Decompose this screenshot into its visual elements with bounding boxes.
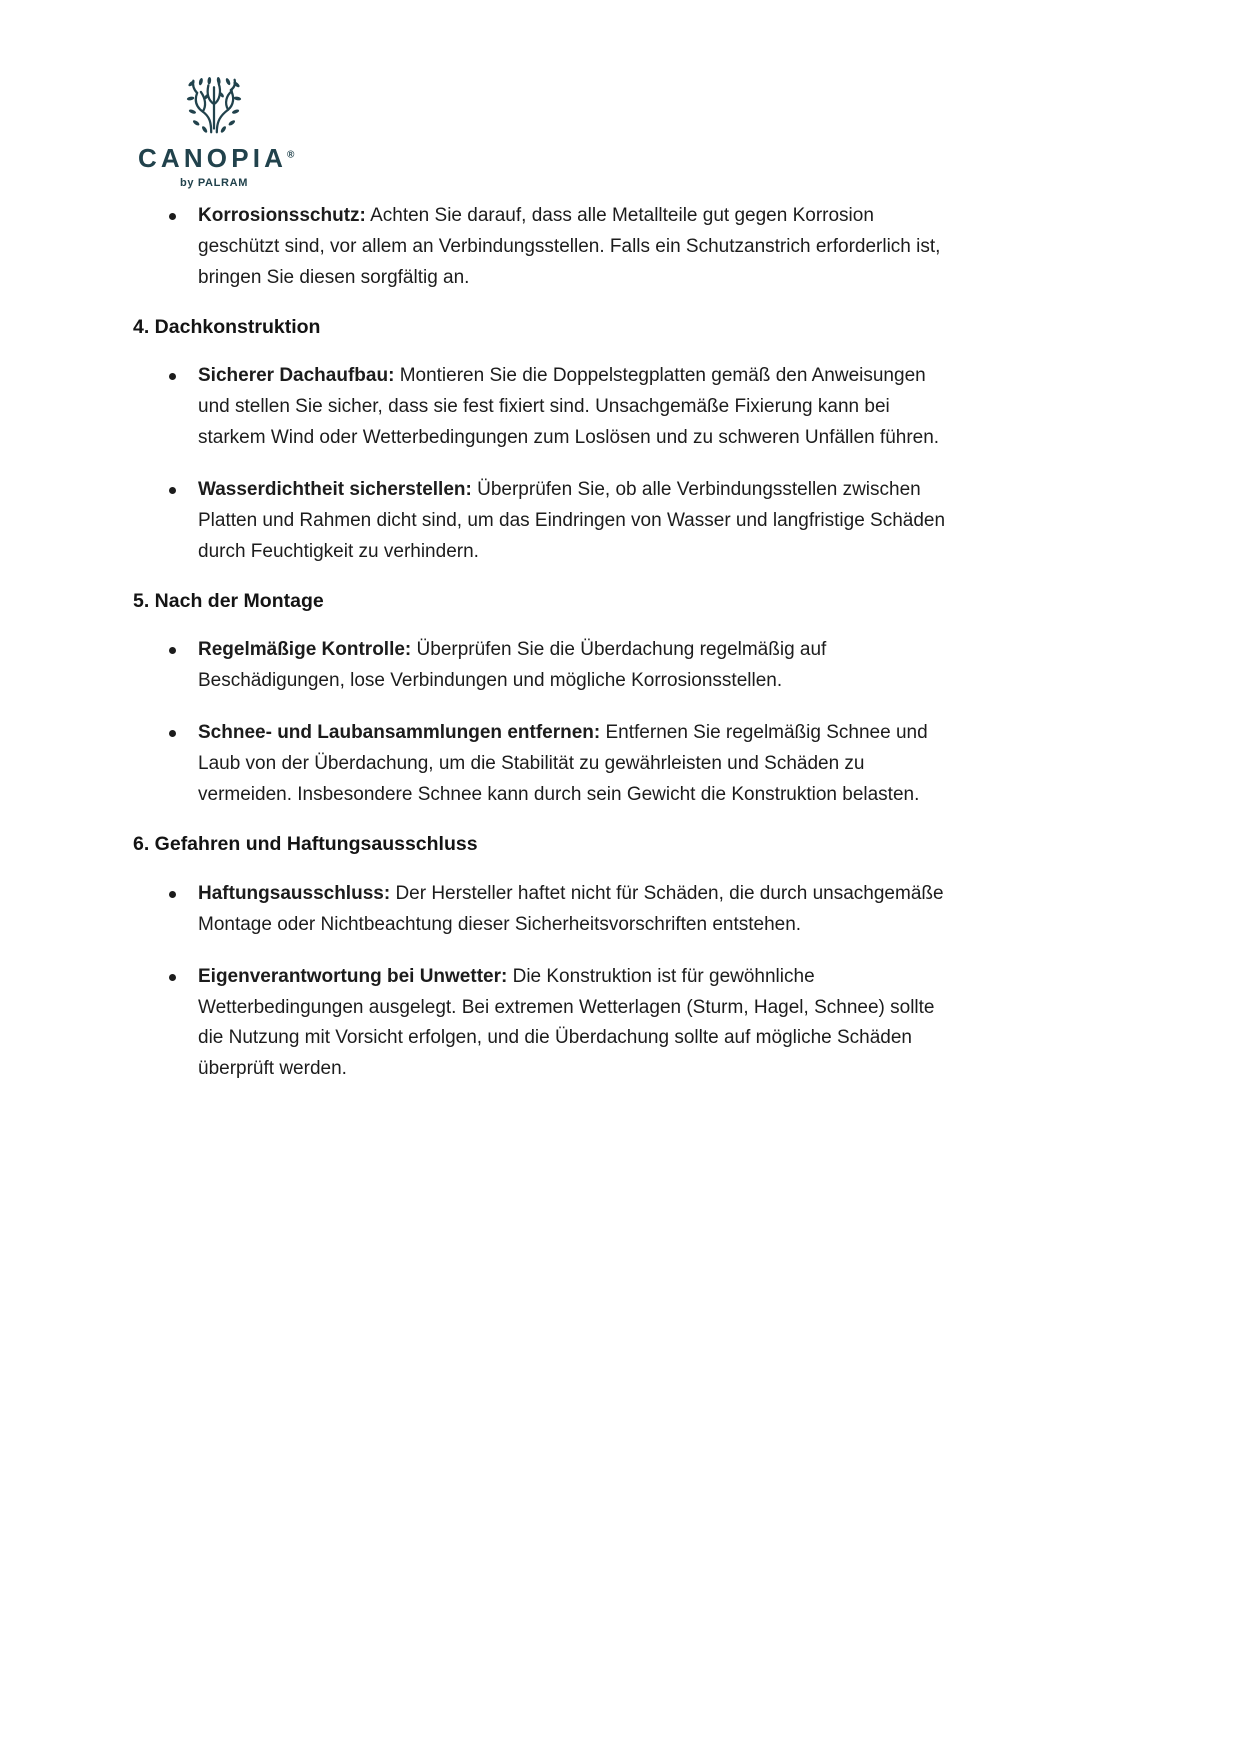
list-item-text: Der Hersteller haftet nicht für Schäden, die durch unsachgemäße Montage oder Nichtbeachtung dieser Sicherheitsvorschriften entstehen. [198, 882, 944, 935]
section-heading: 6. Gefahren und Haftungsausschluss [133, 833, 478, 856]
list-item [133, 475, 958, 568]
list-item-lead: Schnee- und Laubansammlungen entfernen: [198, 722, 601, 744]
section-heading: 4. Dachkonstruktion [133, 315, 321, 338]
canopy-tree-icon [183, 76, 245, 136]
list-item-lead: Haftungsausschluss: [198, 882, 391, 904]
list-item-text: Überprüfen Sie die Überdachung regelmäßig auf Beschädigungen, lose Verbindungen und mögliche Korrosionsstellen. [198, 639, 827, 692]
list-item-lead: Wasserdichtheit sicherstellen: [198, 479, 472, 501]
list-item-lead: Sicherer Dachaufbau: [198, 365, 395, 387]
list-item-text: Überprüfen Sie, ob alle Verbindungsstellen zwischen Platten und Rahmen dicht sind, um das Eindringen von Wasser und langfristige Schäden durch Feuchtigkeit zu verhindern. [198, 479, 946, 563]
list-item-lead: Korrosionsschutz: [198, 205, 366, 226]
list-item [133, 718, 958, 811]
list-item [133, 879, 958, 941]
list-item-lead: Regelmäßige Kontrolle: [198, 639, 412, 661]
list-item [133, 201, 958, 294]
list-item [133, 962, 958, 1086]
brand-logo [138, 76, 295, 189]
list-item-text: Die Konstruktion ist für gewöhnliche Wetterbedingungen ausgelegt. Bei extremen Wetterlagen (Sturm, Hagel, Schnee) sollte die Nutzung mit Vorsicht erfolgen, und die Überdachung sollte auf mögliche Schäden überprüft werden. [198, 965, 935, 1080]
document-content [133, 201, 978, 1106]
brand-name: CANOPIA® [138, 143, 295, 173]
list-item-text: Montieren Sie die Doppelstegplatten gemäß den Anweisungen und stellen Sie sicher, dass sie fest fixiert sind. Unsachgemäße Fixierung kann bei starkem Wind oder Wetterbedingungen zum Loslösen und zu schweren Unfällen führen. [198, 365, 940, 449]
list-item [133, 361, 958, 454]
list-item [133, 635, 958, 697]
list-item-text: Entfernen Sie regelmäßig Schnee und Laub von der Überdachung, um die Stabilität zu gewährleisten und Schäden zu vermeiden. Insbesondere Schnee kann durch sein Gewicht die Konstruktion belasten. [198, 722, 928, 806]
registered-mark: ® [287, 149, 295, 161]
brand-tagline: by PALRAM [179, 177, 249, 189]
section-heading: 5. Nach der Montage [133, 590, 324, 613]
list-item-text: Achten Sie darauf, dass alle Metallteile gut gegen Korrosion geschützt sind, vor allem an Verbindungsstellen. Falls ein Schutzanstrich erforderlich ist, bringen Sie diesen sorgfältig an. [198, 205, 941, 288]
list-item-lead: Eigenverantwortung bei Unwetter: [198, 965, 508, 987]
